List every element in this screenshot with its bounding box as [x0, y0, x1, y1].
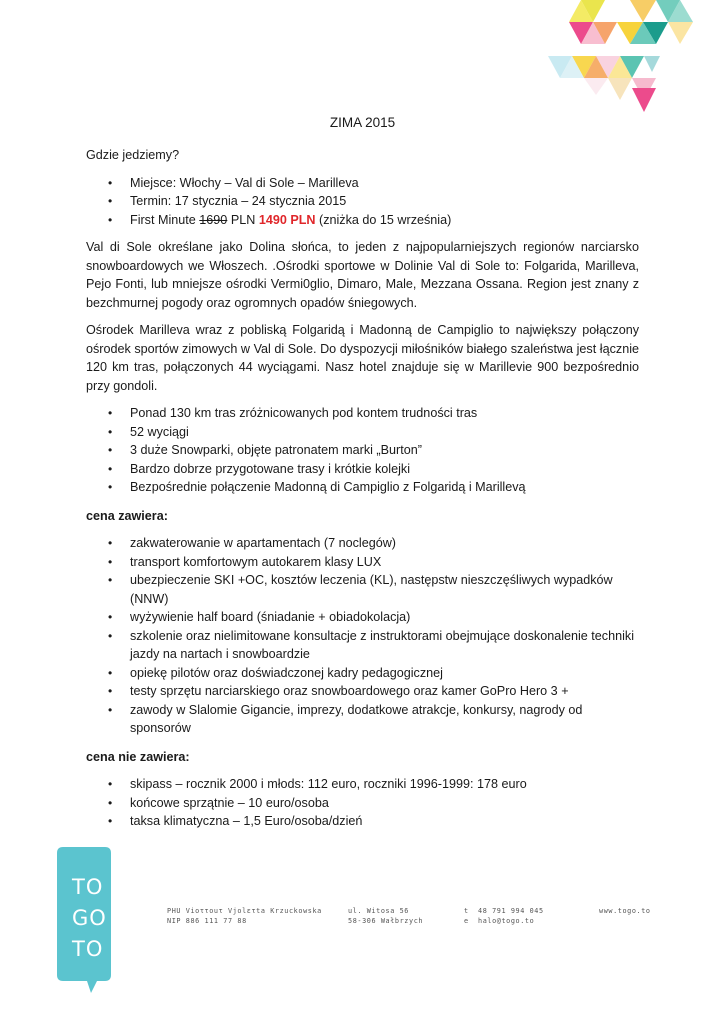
list-item: • opiekę pilotów oraz doświadczonej kadry pedagogicznej [86, 664, 639, 683]
company-nip: NIP 886 111 77 88 [167, 917, 247, 925]
excludes-heading: cena nie zawiera: [86, 749, 190, 764]
first-minute-label: First Minute [130, 212, 196, 227]
list-item: • Miejsce: Włochy – Val di Sole – Marilleva [86, 174, 639, 193]
list-item: • Ponad 130 km tras zróżnicowanych pod kontem trudności tras [86, 404, 639, 423]
list-item: • wyżywienie half board (śniadanie + obiadokolacja) [86, 608, 639, 627]
question-heading: Gdzie jedziemy? [86, 148, 180, 162]
phone-number[interactable]: 48 791 994 045 [478, 907, 544, 915]
excludes-list [86, 775, 639, 831]
footer-web [599, 906, 651, 916]
bullet-icon: • [108, 443, 113, 457]
address-street: ul. Witosa 56 [348, 907, 409, 915]
list-item: • Bardzo dobrze przygotowane trasy i krótkie kolejki [86, 460, 639, 479]
bullet-icon: • [108, 536, 113, 550]
footer-company [167, 906, 322, 926]
list-item: • końcowe sprzątnie – 10 euro/osoba [86, 794, 639, 813]
bullet-icon: • [108, 814, 113, 828]
bullet-icon: • [108, 461, 113, 476]
bullet-icon: • [108, 175, 113, 190]
list-item: • 52 wyciągi [86, 423, 639, 442]
list-item: • ubezpieczenie SKI +OC, kosztów leczenia (KL), następstw nieszczęśliwych wypadków (NNW) [108, 573, 613, 606]
bullet-icon: • [108, 573, 113, 587]
list-item: • testy sprzętu narciarskiego oraz snowboardowego oraz kamer GoPro Hero 3 + [86, 682, 639, 701]
bullet-icon: • [108, 702, 113, 717]
bullet-icon: • [108, 406, 113, 420]
list-item: • 3 duże Snowparki, objęte patronatem marki „Burton” [86, 441, 639, 460]
website-link[interactable]: www.togo.to [599, 907, 651, 915]
list-item: • zakwaterowanie w apartamentach (7 noclegów) [86, 534, 639, 553]
list-item: • szkolenie oraz nielimitowane konsultacje z instruktorami obejmujące doskonalenie techniki jazdy na nartach i snowboardzie [108, 628, 635, 661]
logo-text: TO GO TO [72, 875, 107, 961]
footer-contact [478, 906, 544, 926]
bullet-icon: • [108, 795, 113, 810]
page-title: ZIMA 2015 [329, 115, 396, 130]
email-label: e [464, 917, 469, 925]
email-address[interactable]: halo@togo.to [478, 917, 535, 925]
bullet-icon: • [108, 684, 113, 698]
triangle-pattern-decoration [0, 0, 725, 130]
trip-details-list [86, 174, 639, 230]
bullet-icon: • [108, 424, 113, 439]
address-city: 58-306 Wałbrzych [348, 917, 424, 925]
bullet-icon: • [108, 212, 113, 227]
bullet-icon: • [108, 777, 113, 791]
footer-contact-labels [464, 906, 469, 926]
list-item: • transport komfortowym autokarem klasy LUX [86, 553, 639, 572]
company-name: PHU Vioττouτ Vjolετta Krzuckowska [167, 907, 322, 915]
bullet-icon: • [108, 194, 113, 208]
bullet-icon: • [108, 480, 113, 494]
list-item: • skipass – rocznik 2000 i młods: 112 euro, roczniki 1996-1999: 178 euro [86, 775, 639, 794]
bullet-icon: • [108, 610, 113, 624]
features-list [86, 404, 639, 497]
footer-address [348, 906, 423, 926]
phone-label: t [464, 907, 469, 915]
resort-paragraph: Ośrodek Marilleva wraz z pobliską Folgaridą i Madonną de Campiglio to największy połączony ośrodek sportów zimowych w Val di Sole. Do dyspozycji miłośników białego szaleństwa jest łącznie 120 km tras, połączonych 44 wyciągami. Nasz hotel znajduje się w Marillevie 900 bezpośrednio przy gondoli. [86, 323, 639, 393]
discount-note: (zniżka do 15 września) [319, 212, 452, 227]
list-item: • Termin: 17 stycznia – 24 stycznia 2015 [86, 192, 639, 211]
description-paragraph: Val di Sole określane jako Dolina słońca, to jeden z najpopularniejszych regionów narciarsko snowboardowych we Włoszech. .Ośrodki sportowe w Dolinie Val di Sole to: Folgarida, Marilleva, Pejo Fonti, lub mniejsze ośrodki Vermi0glio, Dimaro, Male, Mezzana Ossana. Region jest znany z bezchmurnej pogody oraz ogromnych opadów śniegowych. [86, 240, 639, 310]
old-price-currency: PLN [230, 212, 256, 227]
bullet-icon: • [108, 628, 113, 643]
bullet-icon: • [108, 554, 113, 569]
bullet-icon: • [108, 665, 113, 680]
list-item: • taksa klimatyczna – 1,5 Euro/osoba/dzień [86, 812, 639, 831]
offer-content [86, 146, 639, 831]
list-item: • zawody w Slalomie Gigancie, imprezy, dodatkowe atrakcje, konkursy, nagrody od sponsorów [108, 702, 583, 735]
old-price: 1690 [199, 212, 228, 227]
new-price: 1490 PLN [258, 212, 316, 227]
list-item [86, 211, 639, 230]
list-item: • Bezpośrednie połączenie Madonną di Campiglio z Folgaridą i Marillevą [86, 478, 639, 497]
includes-heading: cena zawiera: [86, 508, 168, 523]
includes-list [86, 534, 639, 738]
